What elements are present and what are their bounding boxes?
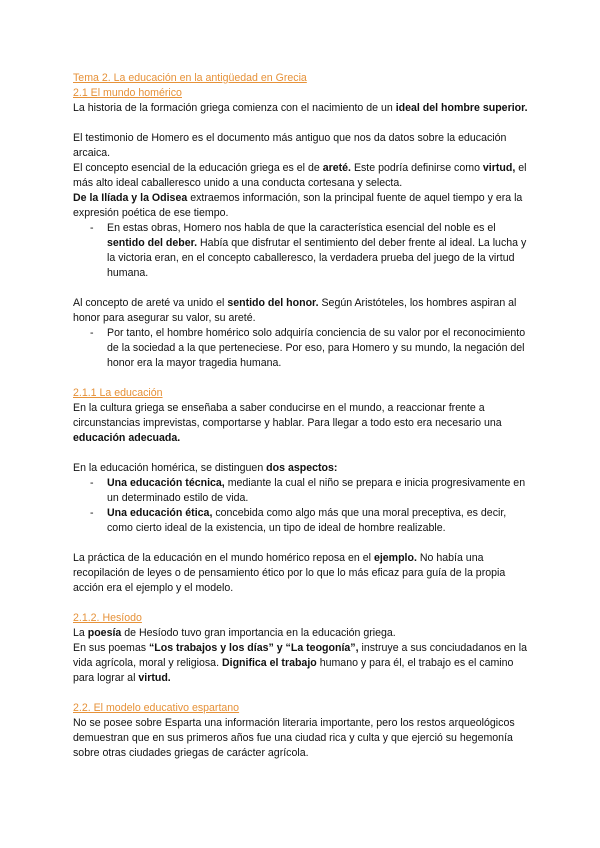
- section-heading-2-1: 2.1 El mundo homérico: [73, 87, 182, 99]
- list-item: [90, 506, 533, 536]
- text-run: humano y para él, el trabajo es el camino para lograr al: [73, 657, 514, 684]
- spacer: [73, 116, 533, 131]
- text-run: extraemos información, son la principal fuente de aquel tiempo y era la expresión poética de ese tiempo.: [73, 192, 523, 219]
- bold-text: sentido del honor.: [227, 297, 319, 309]
- paragraph: [73, 101, 533, 116]
- text-run: el más alto ideal caballeresco unido a una conducta cortesana y selecta.: [73, 162, 527, 189]
- bold-text: poesía: [87, 627, 122, 639]
- list-item: [90, 326, 533, 371]
- list-item: [90, 221, 533, 281]
- text-run: Por tanto, el hombre homérico solo adquiría conciencia de su valor por el reconocimiento de la sociedad a la que perteneciese. Por eso, para Homero y su mundo, la negación del honor era la mayor tragedia humana.: [107, 327, 526, 369]
- text-run: En sus poemas: [73, 642, 149, 654]
- section-heading-2-2: 2.2. El modelo educativo espartano: [73, 702, 240, 714]
- section-heading-2-1-1: 2.1.1 La educación: [73, 387, 163, 399]
- bold-text: “Los trabajos y los días” y “La teogonía”,: [148, 642, 359, 654]
- spacer: [73, 596, 533, 611]
- text-run: En la cultura griega se enseñaba a saber conducirse en el mundo, a reaccionar frente a circunstancias imprevistas, comportarse y hablar. Para llegar a todo esto era necesario una: [73, 402, 502, 429]
- spacer: [73, 281, 533, 296]
- bold-text: virtud.: [138, 672, 171, 684]
- text-run: La historia de la formación griega comienza con el nacimiento de un: [73, 102, 396, 114]
- text-run: instruye a sus conciudadanos en la vida agrícola, moral y religiosa.: [73, 642, 527, 669]
- list-item: [90, 476, 533, 506]
- paragraph: [73, 296, 533, 326]
- text-run: concebida como algo más que una moral preceptiva, es decir, como cierto ideal de la existencia, un tipo de ideal de hombre realizable.: [107, 507, 507, 534]
- paragraph: [73, 551, 533, 596]
- bold-text: Una educación ética,: [107, 507, 213, 519]
- spacer: [73, 446, 533, 461]
- text-run: El concepto esencial de la educación griega es el de: [73, 162, 323, 174]
- paragraph: [73, 401, 533, 446]
- paragraph: [73, 626, 533, 641]
- paragraph: No se posee sobre Esparta una información literaria importante, pero los restos arqueológicos demuestran que en sus primeros años fue una ciudad rica y culta y que ejerció su hegemonía sobre otras ciudades griegas de carácter agrícola.: [73, 717, 515, 759]
- bullet-list: [73, 221, 533, 281]
- bold-text: virtud,: [482, 162, 516, 174]
- paragraph: [73, 161, 533, 191]
- document-page: [73, 71, 533, 761]
- dash-bullet: -: [90, 507, 94, 519]
- bold-text: Una educación técnica,: [107, 477, 225, 489]
- spacer: [73, 371, 533, 386]
- bold-text: ejemplo.: [373, 552, 417, 564]
- bullet-list: [73, 326, 533, 371]
- text-run: Al concepto de areté va unido el: [73, 297, 228, 309]
- bullet-list: [73, 476, 533, 536]
- dash-bullet: -: [90, 327, 94, 339]
- spacer: [73, 536, 533, 551]
- bold-text: De la Ilíada y la Odisea: [73, 192, 188, 204]
- bold-text: dos aspectos:: [266, 462, 338, 474]
- paragraph: El testimonio de Homero es el documento más antiguo que nos da datos sobre la educación arcaica.: [73, 132, 507, 159]
- text-run: La: [73, 627, 88, 639]
- dash-bullet: -: [90, 222, 94, 234]
- text-run: En la educación homérica, se distinguen: [73, 462, 267, 474]
- spacer: [73, 686, 533, 701]
- bold-text: educación adecuada.: [73, 432, 181, 444]
- text-run: Según Aristóteles, los hombres aspiran al honor para asegurar su valor, su areté.: [73, 297, 517, 324]
- text-run: No había una recopilación de leyes o de pensamiento ético por lo que lo más eficaz para guía de la propia acción era el ejemplo y el modelo.: [73, 552, 506, 594]
- text-run: Había que disfrutar el sentimiento del deber frente al ideal. La lucha y la victoria eran, en el concepto caballeresco, la verdadera prueba del juego de la virtud humana.: [107, 237, 527, 279]
- bold-text: areté.: [322, 162, 351, 174]
- bold-text: Dignifica el trabajo: [221, 657, 317, 669]
- text-run: mediante la cual el niño se prepara e inicia progresivamente en un determinado estilo de vida.: [107, 477, 526, 504]
- section-heading-2-1-2: 2.1.2. Hesíodo: [73, 612, 142, 624]
- bold-text: sentido del deber.: [107, 237, 198, 249]
- bold-text: ideal del hombre superior.: [395, 102, 528, 114]
- text-run: En estas obras, Homero nos habla de que la característica esencial del noble es el: [107, 222, 496, 234]
- text-run: de Hesíodo tuvo gran importancia en la educación griega.: [121, 627, 396, 639]
- page-title: Tema 2. La educación en la antigüedad en Grecia: [73, 72, 307, 84]
- paragraph: [73, 461, 533, 476]
- paragraph: [73, 641, 533, 686]
- paragraph: [73, 191, 533, 221]
- dash-bullet: -: [90, 477, 94, 489]
- text-run: Este podría definirse como: [351, 162, 483, 174]
- text-run: La práctica de la educación en el mundo homérico reposa en el: [73, 552, 374, 564]
